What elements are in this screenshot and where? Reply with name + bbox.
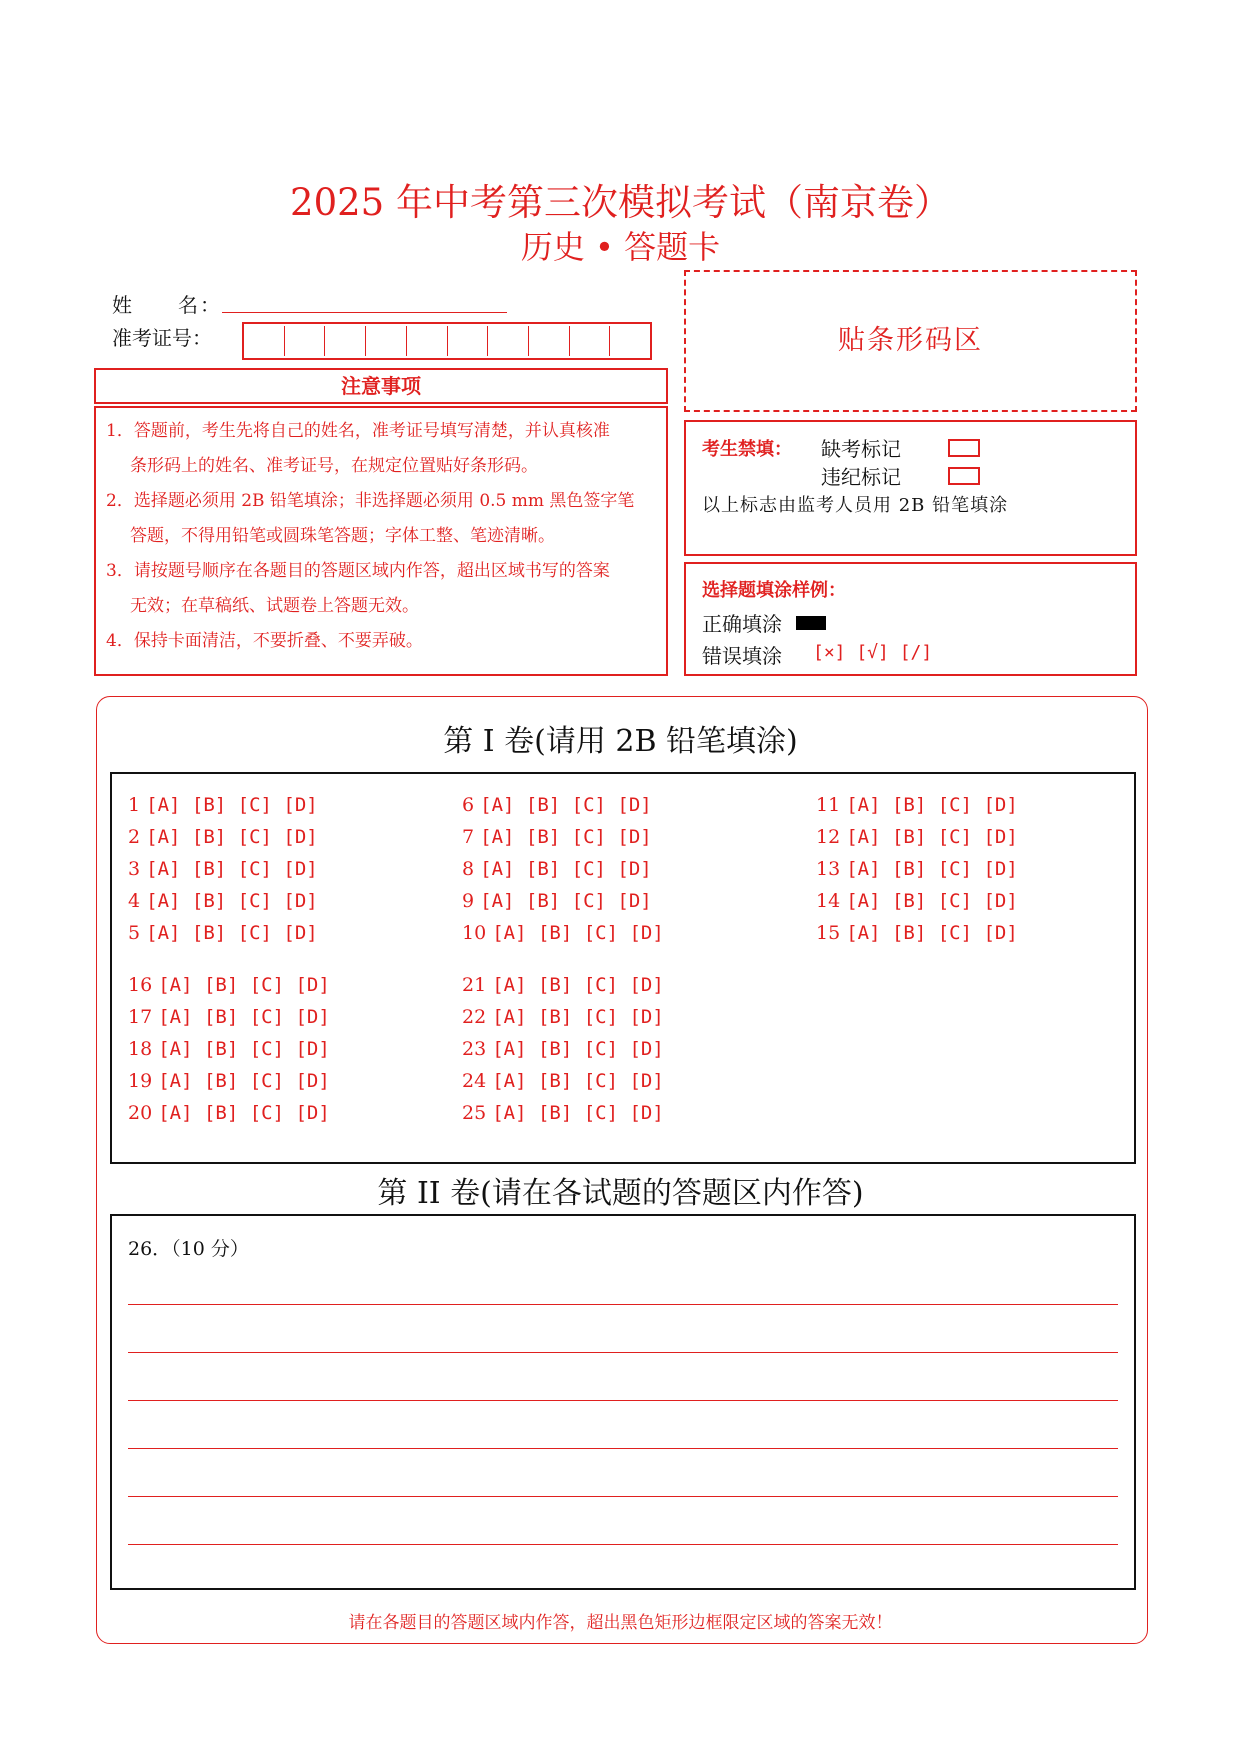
answer-options[interactable]: [A] [B] [C] [D]	[480, 794, 652, 816]
violation-checkbox[interactable]	[948, 467, 980, 485]
answer-options[interactable]: [A] [B] [C] [D]	[492, 922, 664, 944]
question-row[interactable]	[128, 922, 318, 944]
question-row[interactable]	[128, 890, 318, 912]
question-number: 10	[462, 922, 493, 944]
question-row[interactable]	[128, 858, 318, 880]
question-row[interactable]	[816, 890, 1018, 912]
id-digit-box[interactable]	[570, 326, 611, 356]
notice-line: 无效；在草稿纸、试题卷上答题无效。	[130, 596, 419, 616]
answer-box-26[interactable]	[110, 1214, 1136, 1590]
question-row[interactable]	[128, 1038, 330, 1060]
violation-label: 违纪标记	[821, 465, 901, 489]
answer-options[interactable]: [A] [B] [C] [D]	[480, 826, 652, 848]
answer-options[interactable]: [A] [B] [C] [D]	[846, 794, 1018, 816]
forbidden-label: 考生禁填：	[702, 439, 792, 460]
answer-options[interactable]: [A] [B] [C] [D]	[158, 974, 330, 996]
section1-title: 第 I 卷(请用 2B 铅笔填涂)	[443, 724, 798, 759]
wrong-fill-samples: [×] [√] [/]	[813, 642, 933, 663]
answer-line[interactable]	[128, 1304, 1118, 1305]
exam-id-boxes[interactable]	[242, 322, 652, 360]
question-number: 23	[462, 1038, 493, 1060]
question-26-label: 26．（10 分）	[128, 1238, 249, 1260]
question-row[interactable]	[128, 1006, 330, 1028]
question-number: 16	[128, 974, 159, 996]
question-number: 13	[816, 858, 847, 880]
question-number: 8	[462, 858, 481, 880]
sample-title: 选择题填涂样例：	[702, 580, 846, 601]
question-number: 20	[128, 1102, 159, 1124]
answer-options[interactable]: [A] [B] [C] [D]	[158, 1070, 330, 1092]
question-row[interactable]	[462, 826, 652, 848]
notice-line: 条形码上的姓名、准考证号，在规定位置贴好条形码。	[130, 456, 538, 476]
question-row[interactable]	[462, 1070, 664, 1092]
absent-label: 缺考标记	[821, 437, 901, 461]
answer-options[interactable]: [A] [B] [C] [D]	[492, 974, 664, 996]
question-row[interactable]	[462, 794, 652, 816]
forbidden-box	[684, 420, 1137, 556]
notice-line: 2．选择题必须用 2B 铅笔填涂；非选择题必须用 0.5 mm 黑色签字笔	[106, 491, 635, 511]
question-row[interactable]	[128, 1102, 330, 1124]
question-row[interactable]	[462, 1038, 664, 1060]
id-digit-box[interactable]	[407, 326, 448, 356]
notice-line: 3．请按题号顺序在各题目的答题区域内作答，超出区域书写的答案	[106, 561, 610, 581]
notice-box	[94, 406, 668, 676]
answer-options[interactable]: [A] [B] [C] [D]	[146, 826, 318, 848]
answer-options[interactable]: [A] [B] [C] [D]	[480, 890, 652, 912]
answer-options[interactable]: [A] [B] [C] [D]	[158, 1102, 330, 1124]
question-row[interactable]	[462, 974, 664, 996]
section2-title: 第 II 卷(请在各试题的答题区内作答)	[377, 1176, 864, 1211]
notice-line: 答题，不得用铅笔或圆珠笔答题；字体工整、笔迹清晰。	[130, 526, 555, 546]
question-number: 5	[128, 922, 147, 944]
question-number: 12	[816, 826, 847, 848]
answer-options[interactable]: [A] [B] [C] [D]	[146, 858, 318, 880]
id-digit-box[interactable]	[488, 326, 529, 356]
barcode-area: 贴条形码区	[684, 270, 1137, 412]
answer-options[interactable]: [A] [B] [C] [D]	[480, 858, 652, 880]
footer-note: 请在各题目的答题区域内作答，超出黑色矩形边框限定区域的答案无效！	[348, 1613, 893, 1633]
question-number: 15	[816, 922, 847, 944]
question-row[interactable]	[128, 1070, 330, 1092]
answer-options[interactable]: [A] [B] [C] [D]	[846, 890, 1018, 912]
question-number: 24	[462, 1070, 493, 1092]
answer-line[interactable]	[128, 1400, 1118, 1401]
answer-options[interactable]: [A] [B] [C] [D]	[146, 890, 318, 912]
question-row[interactable]	[462, 1102, 664, 1124]
question-row[interactable]	[128, 974, 330, 996]
answer-options[interactable]: [A] [B] [C] [D]	[158, 1006, 330, 1028]
question-row[interactable]	[128, 794, 318, 816]
exam-id-label: 准考证号：	[112, 326, 212, 350]
multiple-choice-box	[110, 772, 1136, 1164]
name-label: 姓 名：	[112, 293, 222, 317]
answer-options[interactable]: [A] [B] [C] [D]	[846, 922, 1018, 944]
correct-fill-sample	[796, 616, 826, 630]
answer-options[interactable]: [A] [B] [C] [D]	[492, 1038, 664, 1060]
question-number: 4	[128, 890, 147, 912]
notice-line: 4．保持卡面清洁，不要折叠、不要弄破。	[106, 631, 423, 651]
question-number: 25	[462, 1102, 493, 1124]
question-number: 11	[816, 794, 847, 816]
question-row[interactable]	[816, 826, 1018, 848]
sample-box	[684, 562, 1137, 676]
question-number: 18	[128, 1038, 159, 1060]
answer-options[interactable]: [A] [B] [C] [D]	[146, 922, 318, 944]
question-row[interactable]	[128, 826, 318, 848]
question-number: 6	[462, 794, 481, 816]
page-subtitle: 历史 • 答题卡	[520, 228, 721, 266]
id-digit-box[interactable]	[325, 326, 366, 356]
answer-options[interactable]: [A] [B] [C] [D]	[846, 858, 1018, 880]
question-row[interactable]	[462, 922, 664, 944]
id-digit-box[interactable]	[366, 326, 407, 356]
id-digit-box[interactable]	[610, 326, 650, 356]
question-number: 14	[816, 890, 847, 912]
answer-options[interactable]: [A] [B] [C] [D]	[492, 1102, 664, 1124]
question-number: 3	[128, 858, 147, 880]
id-digit-box[interactable]	[244, 326, 285, 356]
wrong-label: 错误填涂	[702, 644, 782, 668]
correct-label: 正确填涂	[702, 612, 782, 636]
notice-line: 1．答题前，考生先将自己的姓名，准考证号填写清楚，并认真核准	[106, 421, 610, 441]
notice-heading: 注意事项	[94, 368, 668, 404]
question-number: 22	[462, 1006, 493, 1028]
question-row[interactable]	[462, 890, 652, 912]
question-number: 19	[128, 1070, 159, 1092]
question-number: 17	[128, 1006, 159, 1028]
question-number: 21	[462, 974, 493, 996]
question-number: 7	[462, 826, 481, 848]
answer-options[interactable]: [A] [B] [C] [D]	[492, 1006, 664, 1028]
answer-options[interactable]: [A] [B] [C] [D]	[492, 1070, 664, 1092]
forbidden-note: 以上标志由监考人员用 2B 铅笔填涂	[702, 495, 1009, 516]
question-row[interactable]	[816, 794, 1018, 816]
id-digit-box[interactable]	[529, 326, 570, 356]
name-field[interactable]	[222, 312, 507, 313]
absent-checkbox[interactable]	[948, 439, 980, 457]
id-digit-box[interactable]	[448, 326, 489, 356]
answer-options[interactable]: [A] [B] [C] [D]	[846, 826, 1018, 848]
id-digit-box[interactable]	[285, 326, 326, 356]
question-row[interactable]	[816, 858, 1018, 880]
answer-options[interactable]: [A] [B] [C] [D]	[146, 794, 318, 816]
answer-line[interactable]	[128, 1352, 1118, 1353]
answer-options[interactable]: [A] [B] [C] [D]	[158, 1038, 330, 1060]
question-number: 2	[128, 826, 147, 848]
question-row[interactable]	[462, 1006, 664, 1028]
page-title: 2025 年中考第三次模拟考试（南京卷）	[290, 181, 951, 224]
question-row[interactable]	[816, 922, 1018, 944]
question-number: 1	[128, 794, 147, 816]
answer-line[interactable]	[128, 1496, 1118, 1497]
question-number: 9	[462, 890, 481, 912]
question-row[interactable]	[462, 858, 652, 880]
answer-line[interactable]	[128, 1448, 1118, 1449]
answer-line[interactable]	[128, 1544, 1118, 1545]
